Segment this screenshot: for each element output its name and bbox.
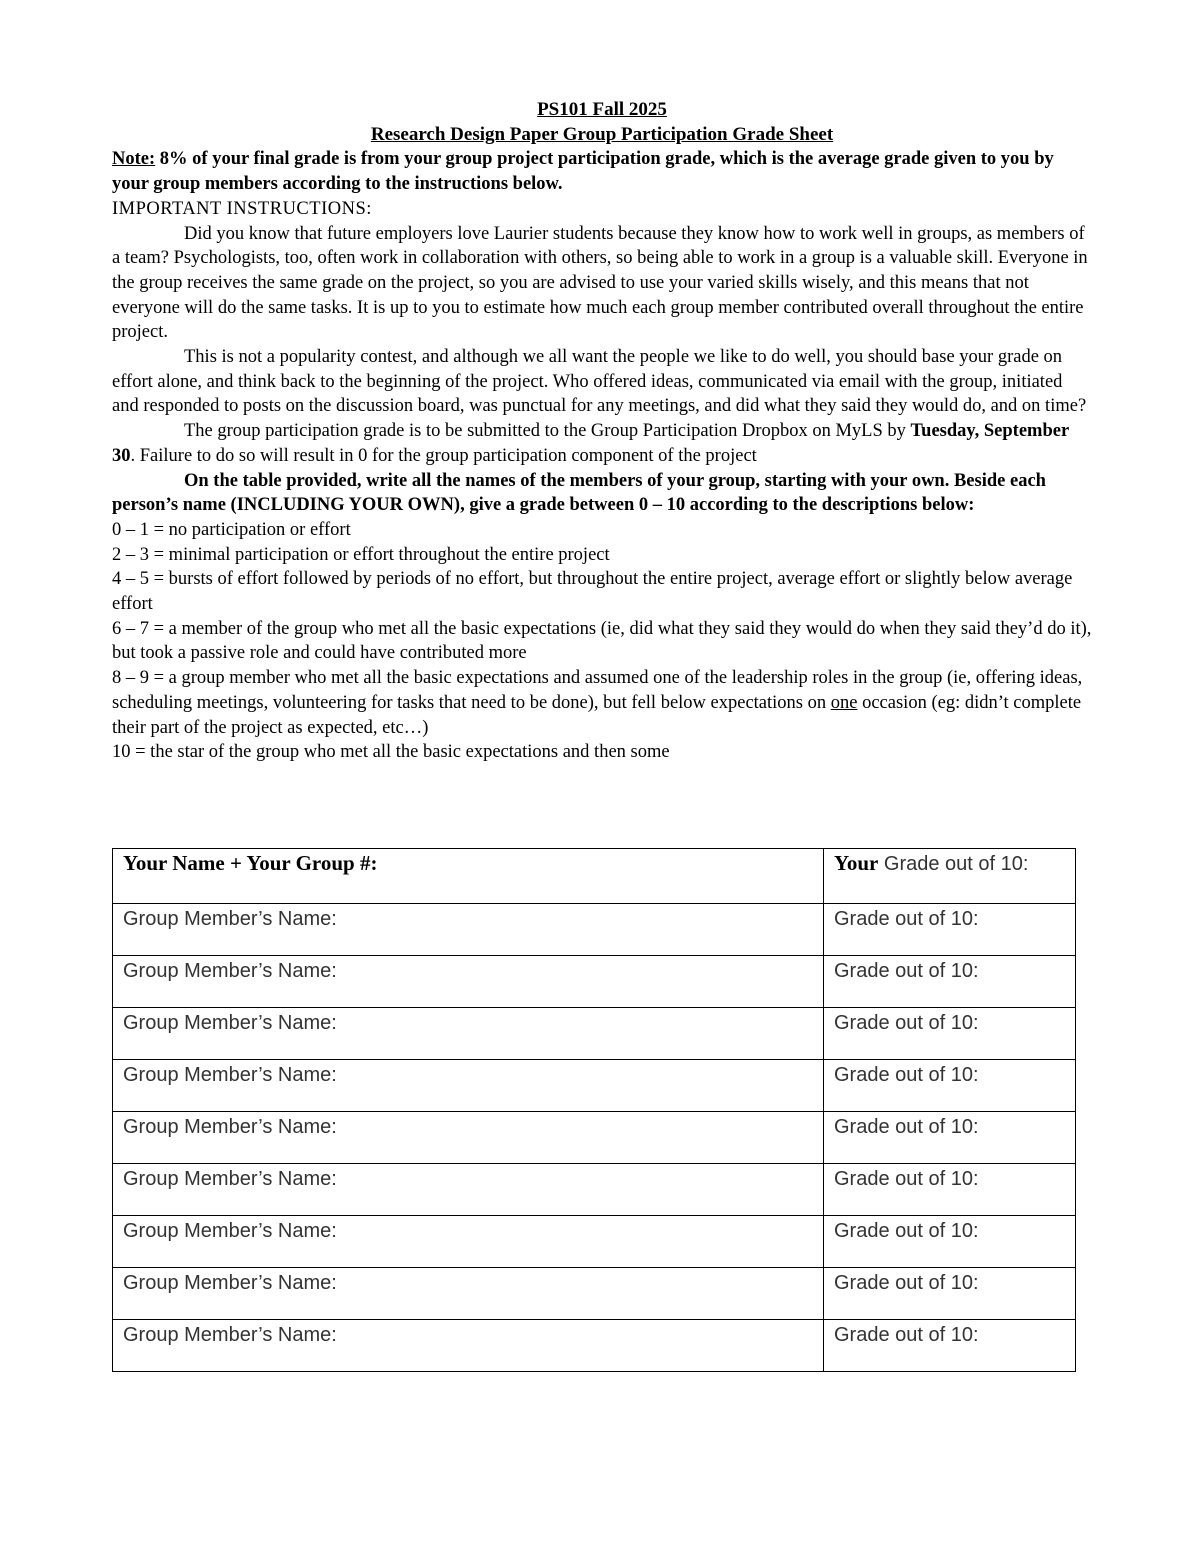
member-grade-label: Grade out of 10: xyxy=(834,1272,979,1294)
deadline-consequence: . Failure to do so will result in 0 for the group participation component of the project xyxy=(130,445,757,466)
grade-table xyxy=(112,848,1076,1372)
table-row xyxy=(113,956,1076,1008)
grade-note xyxy=(112,147,1092,196)
member-grade-cell[interactable] xyxy=(824,1216,1076,1268)
member-name-cell[interactable] xyxy=(113,1112,824,1164)
table-row xyxy=(113,1216,1076,1268)
member-name-cell[interactable] xyxy=(113,1008,824,1060)
note-label: Note: xyxy=(112,149,156,170)
member-grade-label: Grade out of 10: xyxy=(834,1220,979,1242)
note-text: 8% of your final grade is from your group project participation grade, which is the average grade given to you by your group members according to the instructions below. xyxy=(112,149,1054,195)
member-name-cell[interactable] xyxy=(113,1320,824,1372)
table-header-row xyxy=(113,849,1076,904)
table-row xyxy=(113,1164,1076,1216)
member-grade-cell[interactable] xyxy=(824,1268,1076,1320)
instructions-paragraph-4: On the table provided, write all the names of the members of your group, starting with your own. Beside each person’s name (INCLUDING YOUR OWN), give a grade between 0 – 10 according to the descriptions below: xyxy=(112,470,1046,516)
member-grade-label: Grade out of 10: xyxy=(834,908,979,930)
member-name-cell[interactable] xyxy=(113,904,824,956)
member-grade-cell[interactable] xyxy=(824,1164,1076,1216)
member-name-cell[interactable] xyxy=(113,1060,824,1112)
your-grade-your: Your xyxy=(834,851,879,875)
member-grade-cell[interactable] xyxy=(824,1008,1076,1060)
scale-0-1: 0 – 1 = no participation or effort xyxy=(112,519,351,540)
member-name-label: Group Member’s Name: xyxy=(123,1220,337,1242)
table-row xyxy=(113,1320,1076,1372)
scale-10: 10 = the star of the group who met all the basic expectations and then some xyxy=(112,742,670,763)
member-grade-label: Grade out of 10: xyxy=(834,1116,979,1138)
scale-8-9-start: 8 – 9 = a group member who met all the basic expectations and assumed one of the leadership roles in the group (ie, offering ideas, scheduling meetings, volunteering for tasks that need to be done), but fell below expectations on xyxy=(112,668,1083,713)
member-name-label: Group Member’s Name: xyxy=(123,1324,337,1346)
table-row xyxy=(113,1112,1076,1164)
table-row xyxy=(113,1008,1076,1060)
scale-6-7: 6 – 7 = a member of the group who met all the basic expectations (ie, did what they said they would do when they said they’d do it), but took a passive role and could have contributed more xyxy=(112,618,1092,664)
scale-8-9-end: occasion (eg: didn’t complete their part of the project as expected, etc…) xyxy=(112,692,1082,738)
member-grade-label: Grade out of 10: xyxy=(834,1324,979,1346)
instructions-paragraph-3 xyxy=(112,419,1092,468)
instructions-paragraph-1: Did you know that future employers love Laurier students because they know how to work well in groups, as members of a team? Psychologists, too, often work in collaboration with others, so being able to work in a group is a valuable skill. Everyone in the group receives the same grade on the project, so you are advised to use your varied skills wisely, and this means that not everyone will do the same tasks. It is up to you to estimate how much each group member contributed overall throughout the entire project. xyxy=(112,223,1088,343)
member-grade-label: Grade out of 10: xyxy=(834,1012,979,1034)
member-name-label: Group Member’s Name: xyxy=(123,1064,337,1086)
member-grade-label: Grade out of 10: xyxy=(834,1064,979,1086)
member-name-cell[interactable] xyxy=(113,956,824,1008)
member-name-label: Group Member’s Name: xyxy=(123,1168,337,1190)
member-grade-cell[interactable] xyxy=(824,1112,1076,1164)
your-name-cell[interactable] xyxy=(113,849,824,904)
your-name-label: Your Name + Your Group #: xyxy=(123,851,378,875)
member-name-cell[interactable] xyxy=(113,1164,824,1216)
table-row xyxy=(113,1060,1076,1112)
deadline-date: Tuesday, September 30 xyxy=(112,421,1069,466)
member-grade-cell[interactable] xyxy=(824,956,1076,1008)
scale-2-3: 2 – 3 = minimal participation or effort throughout the entire project xyxy=(112,544,610,565)
your-grade-label: Grade out of 10: xyxy=(878,853,1029,875)
scale-4-5: 4 – 5 = bursts of effort followed by periods of no effort, but throughout the entire project, average effort or slightly below average effort xyxy=(112,569,1073,615)
course-title: PS101 Fall 2025 xyxy=(537,99,667,120)
deadline-intro: The group participation grade is to be submitted to the Group Participation Dropbox on MyLS by xyxy=(184,421,911,442)
member-name-label: Group Member’s Name: xyxy=(123,1012,337,1034)
document-body xyxy=(112,98,1092,765)
member-grade-cell[interactable] xyxy=(824,1060,1076,1112)
member-name-label: Group Member’s Name: xyxy=(123,1116,337,1138)
member-name-label: Group Member’s Name: xyxy=(123,1272,337,1294)
member-grade-cell[interactable] xyxy=(824,904,1076,956)
member-grade-label: Grade out of 10: xyxy=(834,1168,979,1190)
scale-8-9 xyxy=(112,666,1092,740)
scale-8-9-one: one xyxy=(830,692,858,713)
instructions-heading: IMPORTANT INSTRUCTIONS: xyxy=(112,198,372,219)
member-grade-label: Grade out of 10: xyxy=(834,960,979,982)
table-row xyxy=(113,904,1076,956)
member-grade-cell[interactable] xyxy=(824,1320,1076,1372)
instructions-paragraph-2: This is not a popularity contest, and although we all want the people we like to do well, you should base your grade on effort alone, and think back to the beginning of the project. Who offered ideas, communicated via email with the group, initiated and responded to posts on the discussion board, was punctual for any meetings, and did what they said they would do, and on time? xyxy=(112,347,1087,417)
your-grade-cell[interactable] xyxy=(824,849,1076,904)
document-title: Research Design Paper Group Participation Grade Sheet xyxy=(370,123,834,145)
member-name-label: Group Member’s Name: xyxy=(123,908,337,930)
member-name-cell[interactable] xyxy=(113,1216,824,1268)
member-name-cell[interactable] xyxy=(113,1268,824,1320)
member-name-label: Group Member’s Name: xyxy=(123,960,337,982)
table-row xyxy=(113,1268,1076,1320)
